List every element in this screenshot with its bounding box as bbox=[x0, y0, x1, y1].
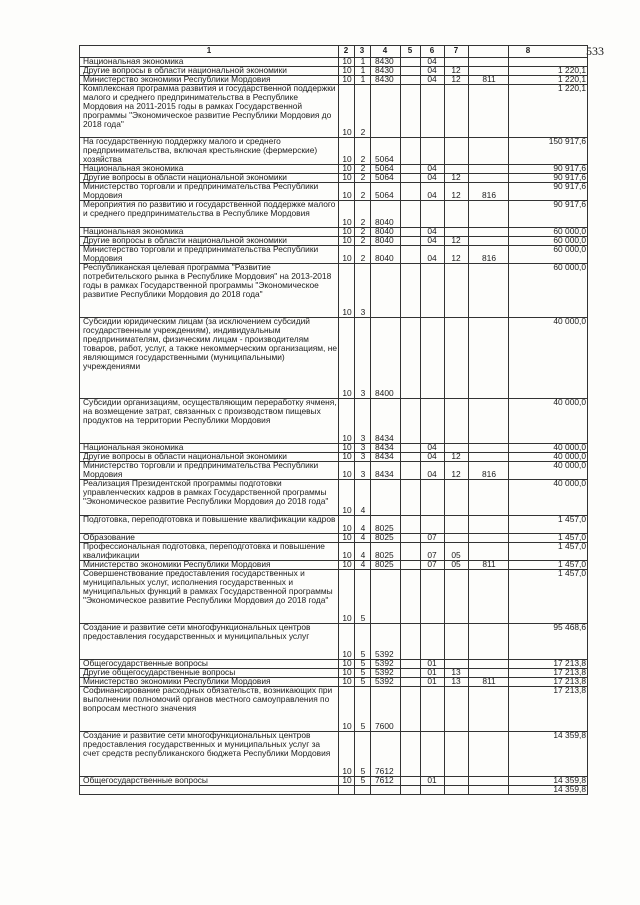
row-amount: 17 213,8 bbox=[553, 685, 586, 695]
budget-table bbox=[79, 45, 588, 795]
row-code-c4: 8040 bbox=[375, 253, 394, 263]
row-code-c2: 10 bbox=[342, 217, 352, 227]
row-name: Национальная экономика bbox=[83, 56, 184, 66]
row-code-c7: 816 bbox=[482, 469, 496, 479]
header-cell: 6 bbox=[429, 46, 435, 55]
row-code-c4: 5064 bbox=[375, 190, 394, 200]
row-code-c3: 1 bbox=[360, 65, 366, 75]
row-name: Министерство торговли и предпринимательства Республики Мордовия bbox=[83, 460, 319, 479]
row-code-c6: 13 bbox=[451, 676, 461, 686]
row-name: Образование bbox=[83, 532, 135, 542]
row-code-c4: 7600 bbox=[375, 721, 394, 731]
row-code-c3: 3 bbox=[360, 433, 366, 443]
row-amount: 60 000,0 bbox=[553, 226, 586, 236]
row-code-c5: 04 bbox=[427, 253, 437, 263]
row-code-c3: 3 bbox=[360, 442, 366, 452]
row-name: Национальная экономика bbox=[83, 163, 184, 173]
row-name: Министерство торговли и предпринимательства Республики Мордовия bbox=[83, 244, 319, 263]
row-name: Национальная экономика bbox=[83, 226, 184, 236]
table-row bbox=[80, 515, 588, 534]
row-code-c3: 5 bbox=[360, 667, 366, 677]
row-code-c5: 04 bbox=[427, 56, 437, 66]
table-row bbox=[80, 398, 588, 444]
row-code-c3: 4 bbox=[360, 532, 366, 542]
row-code-c5: 04 bbox=[427, 226, 437, 236]
row-code-c3: 4 bbox=[360, 523, 366, 533]
row-code-c3: 2 bbox=[360, 172, 366, 182]
row-code-c3: 5 bbox=[360, 649, 366, 659]
row-name: Субсидии организациям, осуществляющим переработку ячменя, на возмещение затрат, связанных с производством пищевых продуктов на территории Республики Мордовия bbox=[83, 397, 337, 425]
row-code-c2: 10 bbox=[342, 775, 352, 785]
row-code-c5: 04 bbox=[427, 442, 437, 452]
row-code-c2: 10 bbox=[342, 433, 352, 443]
row-code-c2: 10 bbox=[342, 721, 352, 731]
row-code-c4: 8040 bbox=[375, 226, 394, 236]
row-amount: 17 213,8 bbox=[553, 676, 586, 686]
row-name: Софинансирование расходных обязательств, возникающих при выполнении полномочий органов местного самоуправления по вопросам местного значения bbox=[83, 685, 333, 713]
table-row bbox=[80, 317, 588, 399]
row-code-c2: 10 bbox=[342, 658, 352, 668]
row-code-c5: 01 bbox=[427, 667, 437, 677]
row-code-c4: 8434 bbox=[375, 433, 394, 443]
row-code-c4: 7612 bbox=[375, 766, 394, 776]
row-amount: 17 213,8 bbox=[553, 658, 586, 668]
row-name: Другие общегосударственные вопросы bbox=[83, 667, 236, 677]
row-code-c3: 4 bbox=[360, 550, 366, 560]
row-code-c5: 04 bbox=[427, 469, 437, 479]
row-amount: 40 000,0 bbox=[553, 460, 586, 470]
row-code-c4: 5064 bbox=[375, 172, 394, 182]
table-row bbox=[80, 686, 588, 732]
header-cell: 8 bbox=[525, 46, 531, 55]
row-name: Другие вопросы в области национальной экономики bbox=[83, 65, 287, 75]
row-amount: 1 220,1 bbox=[558, 74, 586, 84]
row-amount: 17 213,8 bbox=[553, 667, 586, 677]
row-amount: 14 359,8 bbox=[553, 775, 586, 785]
row-code-c2: 10 bbox=[342, 505, 352, 515]
row-amount: 1 457,0 bbox=[558, 541, 586, 551]
row-code-c2: 10 bbox=[342, 559, 352, 569]
table-row bbox=[80, 84, 588, 138]
row-code-c2: 10 bbox=[342, 550, 352, 560]
row-code-c5: 07 bbox=[427, 550, 437, 560]
row-code-c5: 01 bbox=[427, 658, 437, 668]
header-cell: 2 bbox=[343, 46, 349, 55]
row-name: Другие вопросы в области национальной экономики bbox=[83, 451, 287, 461]
row-code-c6: 12 bbox=[451, 190, 461, 200]
table-row bbox=[80, 569, 588, 624]
row-code-c5: 01 bbox=[427, 676, 437, 686]
row-code-c2: 10 bbox=[342, 469, 352, 479]
row-amount: 1 457,0 bbox=[558, 559, 586, 569]
table-row bbox=[80, 479, 588, 516]
row-code-c2: 10 bbox=[342, 65, 352, 75]
row-code-c7: 811 bbox=[482, 74, 496, 84]
table-row bbox=[80, 200, 588, 228]
row-code-c5: 07 bbox=[427, 559, 437, 569]
row-amount: 90 917,6 bbox=[553, 199, 586, 209]
row-amount: 40 000,0 bbox=[553, 451, 586, 461]
row-code-c4: 5392 bbox=[375, 649, 394, 659]
page-number: 533 bbox=[586, 44, 604, 58]
row-code-c3: 5 bbox=[360, 676, 366, 686]
row-code-c4: 8400 bbox=[375, 388, 394, 398]
row-code-c6: 12 bbox=[451, 451, 461, 461]
row-code-c3: 4 bbox=[360, 559, 366, 569]
row-code-c6: 12 bbox=[451, 469, 461, 479]
row-code-c6: 05 bbox=[451, 550, 461, 560]
row-name: Другие вопросы в области национальной экономики bbox=[83, 235, 287, 245]
row-code-c4: 7612 bbox=[375, 775, 394, 785]
row-code-c3: 5 bbox=[360, 766, 366, 776]
row-code-c4: 8430 bbox=[375, 56, 394, 66]
row-amount: 90 917,6 bbox=[553, 181, 586, 191]
row-amount: 95 468,6 bbox=[553, 622, 586, 632]
row-code-c3: 3 bbox=[360, 388, 366, 398]
table-row bbox=[80, 137, 588, 165]
row-amount: 60 000,0 bbox=[553, 235, 586, 245]
row-code-c2: 10 bbox=[342, 523, 352, 533]
row-code-c5: 04 bbox=[427, 74, 437, 84]
row-name: Создание и развитие сети многофункциональных центров предоставления государственных и муниципальных услуг bbox=[83, 622, 311, 641]
row-code-c2: 10 bbox=[342, 172, 352, 182]
row-code-c3: 2 bbox=[360, 154, 366, 164]
row-amount: 150 917,6 bbox=[548, 136, 586, 146]
row-name: Министерство торговли и предпринимательства Республики Мордовия bbox=[83, 181, 319, 200]
row-code-c4: 5064 bbox=[375, 163, 394, 173]
row-code-c4: 8040 bbox=[375, 235, 394, 245]
table-row bbox=[80, 731, 588, 777]
row-code-c5: 04 bbox=[427, 172, 437, 182]
row-code-c2: 10 bbox=[342, 442, 352, 452]
row-code-c6: 12 bbox=[451, 172, 461, 182]
row-code-c3: 3 bbox=[360, 451, 366, 461]
row-code-c2: 10 bbox=[342, 127, 352, 137]
row-code-c4: 8025 bbox=[375, 559, 394, 569]
row-amount: 1 220,1 bbox=[558, 83, 586, 93]
row-code-c2: 10 bbox=[342, 154, 352, 164]
row-amount: 1 220,1 bbox=[558, 65, 586, 75]
row-code-c2: 10 bbox=[342, 649, 352, 659]
row-code-c2: 10 bbox=[342, 253, 352, 263]
row-name: На государственную поддержку малого и среднего предпринимательства, включая крестьянские (фермерские) хозяйства bbox=[83, 136, 318, 164]
row-code-c2: 10 bbox=[342, 190, 352, 200]
row-code-c3: 1 bbox=[360, 74, 366, 84]
row-amount: 1 457,0 bbox=[558, 532, 586, 542]
row-code-c4: 5392 bbox=[375, 667, 394, 677]
row-name: Совершенствование предоставления государственных и муниципальных услуг, исполнения государственных и муниципальных функций в рамках Государственной программы "Экономическое развитие Республики Мордовия до 2018 года" bbox=[83, 568, 333, 605]
row-code-c5: 01 bbox=[427, 775, 437, 785]
row-code-c6: 12 bbox=[451, 235, 461, 245]
row-code-c3: 5 bbox=[360, 721, 366, 731]
row-code-c2: 10 bbox=[342, 74, 352, 84]
row-code-c5: 04 bbox=[427, 65, 437, 75]
row-code-c2: 10 bbox=[342, 451, 352, 461]
row-name: Мероприятия по развитию и государственной поддержке малого и среднего предпринимательства в Республике Мордовия bbox=[83, 199, 336, 218]
row-name: Субсидии юридическим лицам (за исключением субсидий государственным учреждениям), индивидуальным предпринимателям, физическим лицам - производителям товаров, работ, услуг, а также некоммерческим организациям, не являющимся государственными (муниципальными) учреждениями bbox=[83, 316, 337, 371]
row-code-c5: 04 bbox=[427, 235, 437, 245]
row-amount: 40 000,0 bbox=[553, 442, 586, 452]
row-code-c2: 10 bbox=[342, 532, 352, 542]
row-amount: 90 917,6 bbox=[553, 172, 586, 182]
row-code-c3: 1 bbox=[360, 56, 366, 66]
table-row bbox=[80, 623, 588, 660]
row-name: Реализация Президентской программы подготовки управленческих кадров в рамках Государственной программы "Экономическое развитие Республики Мордовия до 2018 года" bbox=[83, 478, 329, 506]
row-code-c3: 3 bbox=[360, 469, 366, 479]
row-code-c6: 12 bbox=[451, 253, 461, 263]
row-code-c3: 4 bbox=[360, 505, 366, 515]
row-code-c7: 816 bbox=[482, 253, 496, 263]
row-name: Профессиональная подготовка, переподготовка и повышение квалификации bbox=[83, 541, 325, 560]
row-name: Национальная экономика bbox=[83, 442, 184, 452]
row-code-c3: 2 bbox=[360, 190, 366, 200]
row-code-c4: 8434 bbox=[375, 451, 394, 461]
row-name: Другие вопросы в области национальной экономики bbox=[83, 172, 287, 182]
row-amount: 60 000,0 bbox=[553, 262, 586, 272]
row-code-c5: 07 bbox=[427, 532, 437, 542]
header-cell: 1 bbox=[206, 46, 212, 55]
row-code-c7: 811 bbox=[482, 676, 496, 686]
header-cell: 7 bbox=[453, 46, 459, 55]
row-amount: 1 457,0 bbox=[558, 514, 586, 524]
row-code-c4: 8434 bbox=[375, 469, 394, 479]
row-code-c6: 13 bbox=[451, 667, 461, 677]
row-code-c3: 2 bbox=[360, 127, 366, 137]
row-code-c5: 04 bbox=[427, 163, 437, 173]
row-code-c6: 05 bbox=[451, 559, 461, 569]
row-code-c6: 12 bbox=[451, 74, 461, 84]
row-amount: 90 917,6 bbox=[553, 163, 586, 173]
row-code-c2: 10 bbox=[342, 766, 352, 776]
row-code-c4: 5064 bbox=[375, 154, 394, 164]
row-code-c4: 8430 bbox=[375, 74, 394, 84]
row-code-c4: 8025 bbox=[375, 532, 394, 542]
row-code-c2: 10 bbox=[342, 667, 352, 677]
row-code-c2: 10 bbox=[342, 56, 352, 66]
row-name: Комплексная программа развития и государственной поддержки малого и среднего предпринимательства в Республике Мордовия на 2011-2015 годы в рамках Государственной программы "Экономическое развитие Республики Мордовия до 2018 года" bbox=[83, 83, 336, 129]
trailing-amount-row bbox=[80, 785, 588, 795]
row-amount: 14 359,8 bbox=[553, 730, 586, 740]
row-code-c7: 816 bbox=[482, 190, 496, 200]
row-code-c4: 8025 bbox=[375, 550, 394, 560]
row-amount: 40 000,0 bbox=[553, 316, 586, 326]
row-name: Министерство экономики Республики Мордовия bbox=[83, 74, 271, 84]
row-code-c3: 2 bbox=[360, 253, 366, 263]
row-code-c2: 10 bbox=[342, 226, 352, 236]
row-amount: 40 000,0 bbox=[553, 397, 586, 407]
row-code-c3: 2 bbox=[360, 235, 366, 245]
header-cell: 4 bbox=[382, 46, 388, 55]
row-code-c4: 5392 bbox=[375, 658, 394, 668]
row-code-c2: 10 bbox=[342, 613, 352, 623]
row-code-c6: 12 bbox=[451, 65, 461, 75]
row-name: Общегосударственные вопросы bbox=[83, 775, 208, 785]
row-code-c2: 10 bbox=[342, 676, 352, 686]
row-code-c3: 3 bbox=[360, 307, 366, 317]
row-code-c3: 2 bbox=[360, 163, 366, 173]
row-amount: 1 457,0 bbox=[558, 568, 586, 578]
row-name: Республиканская целевая программа "Развитие потребительского рынка в Республике Мордовия" на 2013-2018 годы в рамках Государственной программы "Экономическое развитие Республики Мордовия до 2018 года" bbox=[83, 262, 332, 299]
row-name: Создание и развитие сети многофункциональных центров предоставления государственных и муниципальных услуг за счет средств республиканского бюджета Республики Мордовия bbox=[83, 730, 331, 758]
row-code-c4: 8430 bbox=[375, 65, 394, 75]
row-amount: 60 000,0 bbox=[553, 244, 586, 254]
row-name: Министерство экономики Республики Мордовия bbox=[83, 676, 271, 686]
row-code-c2: 10 bbox=[342, 307, 352, 317]
row-code-c5: 04 bbox=[427, 190, 437, 200]
row-code-c5: 04 bbox=[427, 451, 437, 461]
header-cell: 5 bbox=[407, 46, 413, 55]
row-name: Общегосударственные вопросы bbox=[83, 658, 208, 668]
row-name: Подготовка, переподготовка и повышение квалификации кадров bbox=[83, 514, 336, 524]
row-code-c2: 10 bbox=[342, 235, 352, 245]
row-name: Министерство экономики Республики Мордовия bbox=[83, 559, 271, 569]
row-code-c3: 2 bbox=[360, 226, 366, 236]
row-code-c4: 5392 bbox=[375, 676, 394, 686]
row-code-c7: 811 bbox=[482, 559, 496, 569]
row-code-c3: 5 bbox=[360, 658, 366, 668]
header-cell: 3 bbox=[359, 46, 365, 55]
row-amount: 40 000,0 bbox=[553, 478, 586, 488]
row-code-c2: 10 bbox=[342, 163, 352, 173]
trailing-amount: 14 359,8 bbox=[553, 784, 586, 794]
row-code-c4: 8434 bbox=[375, 442, 394, 452]
row-code-c2: 10 bbox=[342, 388, 352, 398]
table-row bbox=[80, 263, 588, 318]
row-code-c3: 5 bbox=[360, 775, 366, 785]
row-code-c3: 2 bbox=[360, 217, 366, 227]
row-code-c4: 8040 bbox=[375, 217, 394, 227]
row-code-c3: 5 bbox=[360, 613, 366, 623]
row-code-c4: 8025 bbox=[375, 523, 394, 533]
